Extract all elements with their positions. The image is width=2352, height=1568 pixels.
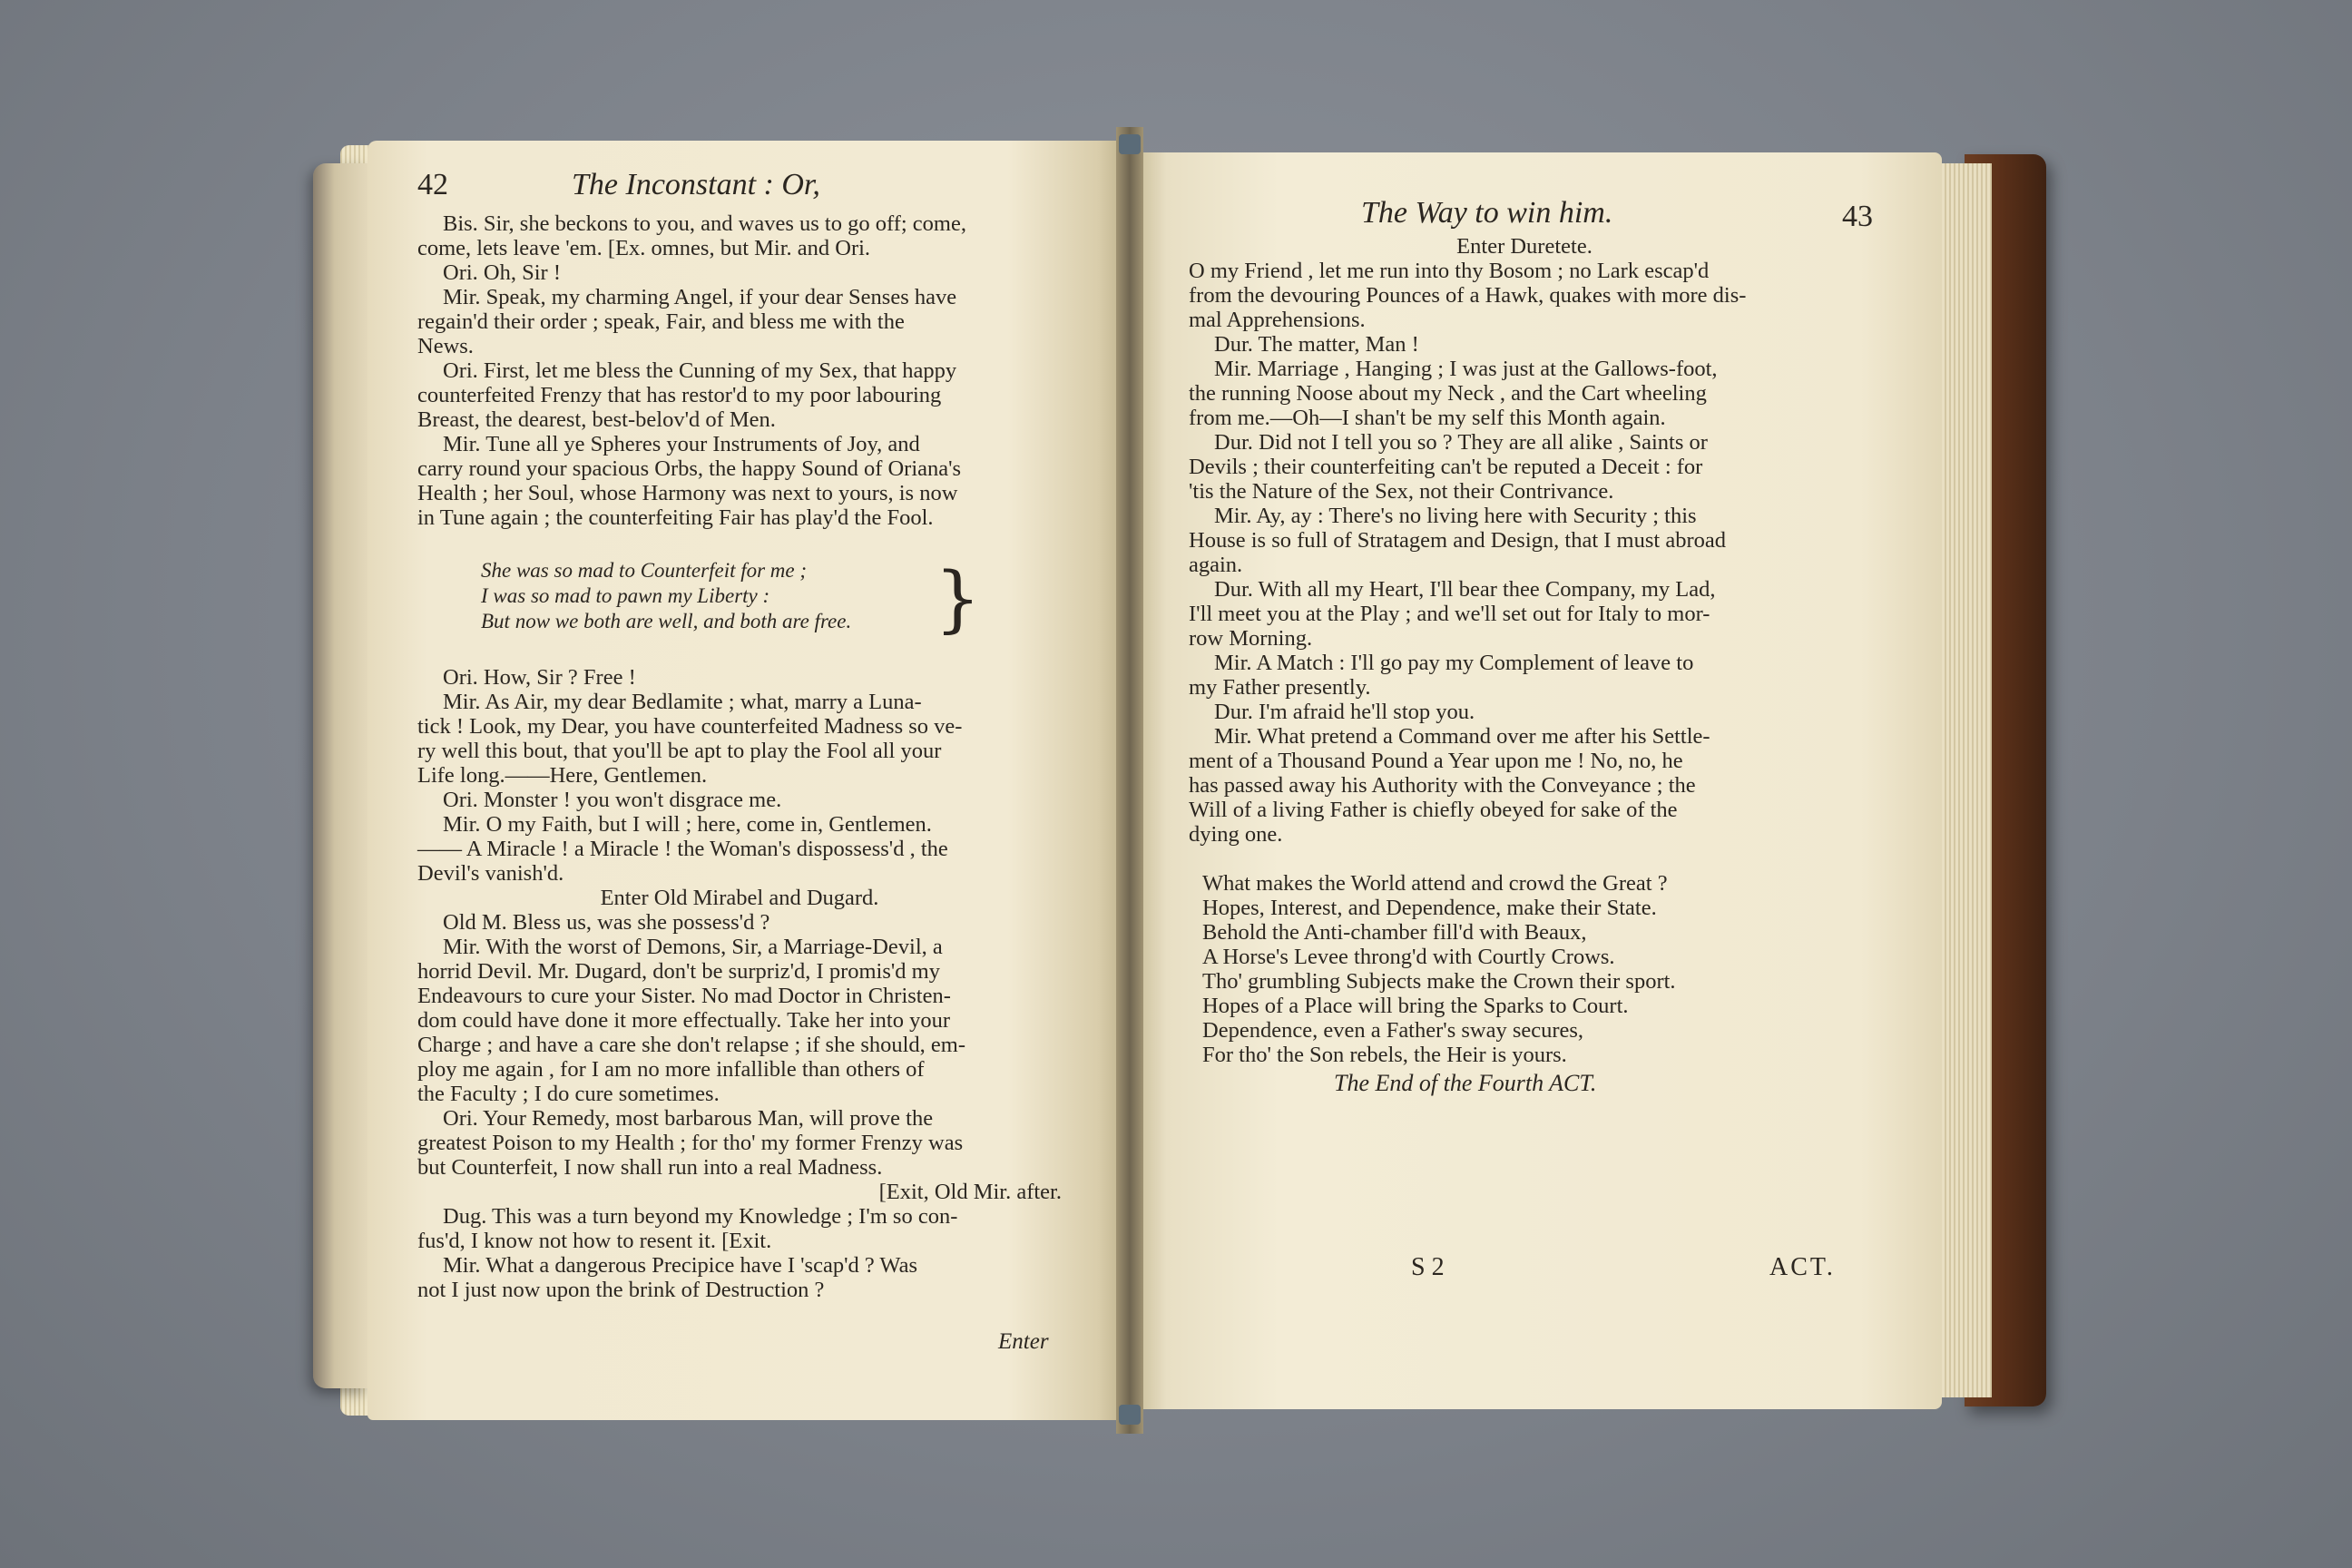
text-line: Mir. O my Faith, but I will ; here, come in, Gentlemen. — [443, 812, 932, 837]
text-line: Dur. I'm afraid he'll stop you. — [1214, 700, 1475, 724]
right-running-head: The Way to win him. — [1361, 196, 1613, 230]
text-line: has passed away his Authority with the Conveyance ; the — [1189, 773, 1696, 798]
right-page — [1134, 152, 1942, 1409]
text-line: the running Noose about my Neck , and the Cart wheeling — [1189, 381, 1707, 406]
text-line: again. — [1189, 553, 1243, 577]
text-line: House is so full of Stratagem and Design, that I must abroad — [1189, 528, 1726, 553]
text-line: Devils ; their counterfeiting can't be reputed a Deceit : for — [1189, 455, 1703, 479]
end-of-act: The End of the Fourth ACT. — [1334, 1070, 1597, 1096]
stage-direction: Enter Duretete. — [1456, 234, 1592, 259]
binding-thread-top — [1119, 134, 1141, 154]
text-line: ploy me again , for I am no more infallible than others of — [417, 1057, 925, 1082]
text-line: from me.—Oh—I shan't be my self this Month again. — [1189, 406, 1666, 430]
text-line: —— A Miracle ! a Miracle ! the Woman's dispossess'd , the — [417, 837, 948, 861]
verse-line: Hopes, Interest, and Dependence, make their State. — [1202, 896, 1657, 920]
text-line: Ori. How, Sir ? Free ! — [443, 665, 636, 690]
binding-thread-bottom — [1119, 1405, 1141, 1425]
left-cover — [313, 163, 368, 1388]
left-catchword: Enter — [998, 1329, 1049, 1354]
verse-line: A Horse's Levee throng'd with Courtly Crows. — [1202, 945, 1615, 969]
text-line: Life long.——Here, Gentlemen. — [417, 763, 708, 788]
verse-line: For tho' the Son rebels, the Heir is yours. — [1202, 1043, 1567, 1067]
verse-line: Dependence, even a Father's sway secures, — [1202, 1018, 1584, 1043]
text-line: Ori. Oh, Sir ! — [443, 260, 561, 285]
text-line: Ori. First, let me bless the Cunning of my Sex, that happy — [443, 358, 957, 383]
text-line: Mir. As Air, my dear Bedlamite ; what, marry a Luna- — [443, 690, 922, 714]
text-line: Mir. Ay, ay : There's no living here with Security ; this — [1214, 504, 1697, 528]
text-line: horrid Devil. Mr. Dugard, don't be surpriz'd, I promis'd my — [417, 959, 940, 984]
text-line: Mir. What a dangerous Precipice have I 'scap'd ? Was — [443, 1253, 917, 1278]
text-line: ry well this bout, that you'll be apt to play the Fool all your — [417, 739, 942, 763]
text-line: Mir. A Match : I'll go pay my Complement of leave to — [1214, 651, 1694, 675]
text-line: Endeavours to cure your Sister. No mad Doctor in Christen- — [417, 984, 951, 1008]
verse-line: Tho' grumbling Subjects make the Crown their sport. — [1202, 969, 1676, 994]
verse-brace: } — [935, 556, 981, 641]
left-verse — [481, 558, 851, 634]
left-page-number: 42 — [417, 168, 448, 201]
text-line: mal Apprehensions. — [1189, 308, 1366, 332]
text-line: Mir. Speak, my charming Angel, if your dear Senses have — [443, 285, 957, 309]
text-line: regain'd their order ; speak, Fair, and bless me with the — [417, 309, 905, 334]
right-page-number: 43 — [1842, 200, 1873, 233]
left-text-bottom — [417, 665, 1062, 1302]
text-line: Mir. Marriage , Hanging ; I was just at the Gallows-foot, — [1214, 357, 1718, 381]
text-line: dying one. — [1189, 822, 1283, 847]
text-line: my Father presently. — [1189, 675, 1371, 700]
text-line: but Counterfeit, I now shall run into a real Madness. — [417, 1155, 883, 1180]
verse-line: Hopes of a Place will bring the Sparks to Court. — [1202, 994, 1629, 1018]
text-line: Charge ; and have a care she don't relapse ; if she should, em- — [417, 1033, 966, 1057]
text-line: Dur. With all my Heart, I'll bear thee Company, my Lad, — [1214, 577, 1716, 602]
text-line: carry round your spacious Orbs, the happy Sound of Oriana's — [417, 456, 962, 481]
left-text-top — [417, 211, 1062, 530]
text-line: Bis. Sir, she beckons to you, and waves us to go off; come, — [443, 211, 966, 236]
text-line: Ori. Your Remedy, most barbarous Man, will prove the — [443, 1106, 934, 1131]
text-line: Health ; her Soul, whose Harmony was next to yours, is now — [417, 481, 958, 505]
text-line: Mir. Tune all ye Spheres your Instruments of Joy, and — [443, 432, 920, 456]
text-line: not I just now upon the brink of Destruction ? — [417, 1278, 825, 1302]
left-page — [368, 141, 1121, 1420]
text-line: come, lets leave 'em. [Ex. omnes, but Mir. and Ori. — [417, 236, 871, 260]
text-line: Old M. Bless us, was she possess'd ? — [443, 910, 770, 935]
verse-line: Behold the Anti-chamber fill'd with Beaux, — [1202, 920, 1587, 945]
text-line: Dug. This was a turn beyond my Knowledge ; I'm so con- — [443, 1204, 958, 1229]
stage-direction: Enter Old Mirabel and Dugard. — [600, 886, 879, 910]
text-line: Ori. Monster ! you won't disgrace me. — [443, 788, 782, 812]
text-line: greatest Poison to my Health ; for tho' my former Frenzy was — [417, 1131, 964, 1155]
text-line: O my Friend , let me run into thy Bosom ; no Lark escap'd — [1189, 259, 1710, 283]
text-line: 'tis the Nature of the Sex, not their Contrivance. — [1189, 479, 1614, 504]
verse-line: But now we both are well, and both are free. — [481, 610, 852, 632]
text-line: ment of a Thousand Pound a Year upon me ! No, no, he — [1189, 749, 1683, 773]
text-line: News. — [417, 334, 474, 358]
verse-line: She was so mad to Counterfeit for me ; — [481, 559, 808, 582]
text-line: the Faculty ; I do cure sometimes. — [417, 1082, 720, 1106]
text-line: Mir. What pretend a Command over me after his Settle- — [1214, 724, 1710, 749]
text-line: from the devouring Pounces of a Hawk, quakes with more dis- — [1189, 283, 1747, 308]
open-book — [313, 127, 2051, 1438]
left-running-head: The Inconstant : Or, — [572, 168, 820, 201]
text-line: Will of a living Father is chiefly obeyed for sake of the — [1189, 798, 1678, 822]
verse-line: What makes the World attend and crowd the Great ? — [1202, 871, 1668, 896]
right-verse — [1202, 871, 1676, 1067]
text-line: tick ! Look, my Dear, you have counterfeited Madness so ve- — [417, 714, 963, 739]
text-line: Devil's vanish'd. — [417, 861, 564, 886]
verse-line: I was so mad to pawn my Liberty : — [481, 584, 770, 607]
text-line: in Tune again ; the counterfeiting Fair has play'd the Fool. — [417, 505, 934, 530]
stage-direction: [Exit, Old Mir. after. — [878, 1180, 1062, 1204]
right-catchword: ACT. — [1769, 1253, 1836, 1281]
text-line: Breast, the dearest, best-belov'd of Men. — [417, 407, 776, 432]
text-line: dom could have done it more effectually. Take her into your — [417, 1008, 951, 1033]
book-gutter — [1116, 127, 1143, 1434]
signature-mark: S 2 — [1411, 1253, 1445, 1281]
right-text-top — [1189, 234, 1860, 847]
text-line: fus'd, I know not how to resent it. [Exit. — [417, 1229, 772, 1253]
text-line: row Morning. — [1189, 626, 1313, 651]
text-line: I'll meet you at the Play ; and we'll set out for Italy to mor- — [1189, 602, 1710, 626]
text-line: counterfeited Frenzy that has restor'd to my poor labouring — [417, 383, 942, 407]
text-line: Mir. With the worst of Demons, Sir, a Marriage-Devil, a — [443, 935, 943, 959]
text-line: Dur. The matter, Man ! — [1214, 332, 1419, 357]
text-line: Dur. Did not I tell you so ? They are all alike , Saints or — [1214, 430, 1708, 455]
